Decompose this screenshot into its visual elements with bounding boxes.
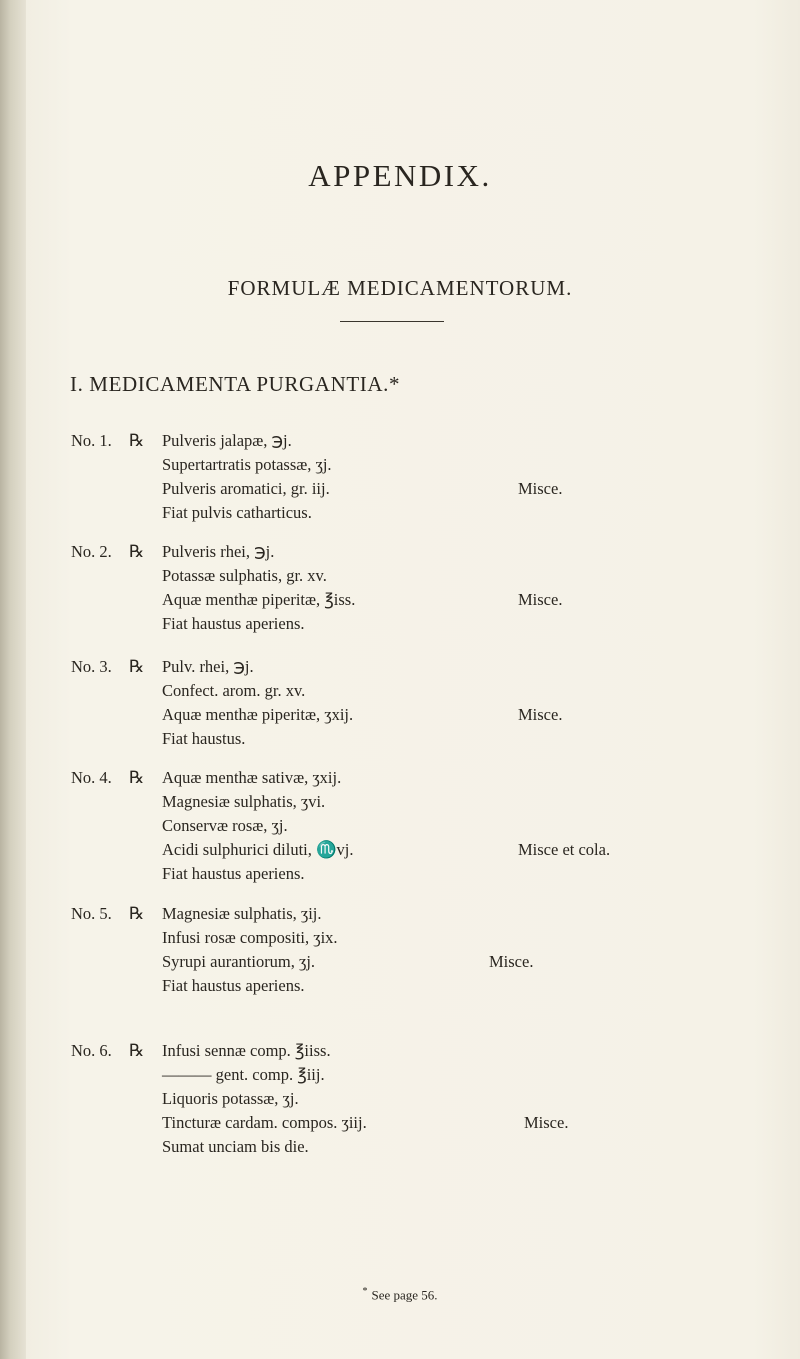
formula-line — [71, 766, 791, 790]
formula-line — [71, 1111, 791, 1135]
ingredient-text: Fiat pulvis catharticus. — [162, 503, 312, 522]
footnote-mark: * — [362, 1286, 368, 1297]
recipe-symbol: ℞ — [129, 904, 145, 923]
ingredient-text: Sumat unciam bis die. — [162, 1137, 309, 1156]
title-divider — [340, 321, 444, 322]
formula-number: No. 5. — [71, 904, 112, 923]
formula-line — [71, 540, 791, 564]
ingredient-text: Fiat haustus aperiens. — [162, 614, 305, 633]
formula-number: No. 2. — [71, 542, 112, 561]
formula-line — [71, 564, 791, 588]
formula-line — [71, 950, 791, 974]
ingredient-text: Potassæ sulphatis, gr. xv. — [162, 566, 327, 585]
formula-line — [71, 588, 791, 612]
misce-instruction: Misce. — [518, 590, 563, 609]
ingredient-text: Pulveris aromatici, gr. iij. — [162, 479, 330, 498]
formula-line — [71, 477, 791, 501]
formula-block — [71, 902, 791, 998]
misce-instruction: Misce et cola. — [518, 840, 611, 859]
ingredient-text: Fiat haustus. — [162, 729, 246, 748]
formula-line — [71, 838, 791, 862]
ingredient-text: Magnesiæ sulphatis, ʒij. — [162, 904, 322, 923]
formula-line — [71, 902, 791, 926]
formula-line — [71, 655, 791, 679]
ingredient-text: Fiat haustus aperiens. — [162, 864, 305, 883]
ingredient-text: Syrupi aurantiorum, ʒj. — [162, 952, 316, 971]
ingredient-text: Pulveris jalapæ, ℈j. — [162, 431, 292, 450]
misce-instruction: Misce. — [524, 1113, 569, 1132]
recipe-symbol: ℞ — [129, 768, 145, 787]
formula-line — [71, 703, 791, 727]
formula-number: No. 4. — [71, 768, 112, 787]
ingredient-text: Liquoris potassæ, ʒj. — [162, 1089, 299, 1108]
recipe-symbol: ℞ — [129, 542, 145, 561]
misce-instruction: Misce. — [489, 952, 534, 971]
ingredient-text: Aquæ menthæ piperitæ, ℥iss. — [162, 590, 356, 609]
formula-block — [71, 766, 791, 886]
formula-line — [71, 790, 791, 814]
formula-block — [71, 540, 791, 636]
formula-number: No. 3. — [71, 657, 112, 676]
formula-line — [71, 974, 791, 998]
recipe-symbol: ℞ — [129, 1041, 145, 1060]
formula-number: No. 6. — [71, 1041, 112, 1060]
formula-line — [71, 501, 791, 525]
ingredient-text: Aquæ menthæ piperitæ, ʒxij. — [162, 705, 354, 724]
misce-instruction: Misce. — [518, 479, 563, 498]
formula-block — [71, 655, 791, 751]
formula-line — [71, 1039, 791, 1063]
page-title: APPENDIX. — [308, 158, 492, 193]
book-spine-shadow — [0, 0, 26, 1359]
ingredient-text: ——— gent. comp. ℥iij. — [162, 1065, 325, 1084]
formula-line — [71, 862, 791, 886]
ingredient-text: Infusi rosæ compositi, ʒix. — [162, 928, 338, 947]
ingredient-text: Supertartratis potassæ, ʒj. — [162, 455, 332, 474]
formula-line — [71, 727, 791, 751]
misce-instruction: Misce. — [518, 705, 563, 724]
footnote-text: See page 56. — [371, 1287, 438, 1303]
ingredient-text: Aquæ menthæ sativæ, ʒxij. — [162, 768, 342, 787]
ingredient-text: Magnesiæ sulphatis, ʒvi. — [162, 792, 326, 811]
formula-line — [71, 1063, 791, 1087]
ingredient-text: Infusi sennæ comp. ℥iiss. — [162, 1041, 331, 1060]
formula-line — [71, 453, 791, 477]
page-subtitle: FORMULÆ MEDICAMENTORUM. — [227, 276, 573, 300]
ingredient-text: Confect. arom. gr. xv. — [162, 681, 306, 700]
formula-block — [71, 1039, 791, 1159]
formula-block — [71, 429, 791, 525]
ingredient-text: Acidi sulphurici diluti, ♏vj. — [162, 840, 354, 859]
formula-line — [71, 429, 791, 453]
formula-line — [71, 1135, 791, 1159]
formula-line — [71, 814, 791, 838]
section-heading: I. MEDICAMENTA PURGANTIA.* — [70, 372, 401, 396]
ingredient-text: Conservæ rosæ, ʒj. — [162, 816, 288, 835]
ingredient-text: Fiat haustus aperiens. — [162, 976, 305, 995]
recipe-symbol: ℞ — [129, 657, 145, 676]
footnote — [0, 1286, 800, 1303]
formula-line — [71, 612, 791, 636]
formula-line — [71, 679, 791, 703]
formula-number: No. 1. — [71, 431, 112, 450]
ingredient-text: Pulv. rhei, ℈j. — [162, 657, 254, 676]
ingredient-text: Tincturæ cardam. compos. ʒiij. — [162, 1113, 367, 1132]
ingredient-text: Pulveris rhei, ℈j. — [162, 542, 275, 561]
formula-line — [71, 1087, 791, 1111]
recipe-symbol: ℞ — [129, 431, 145, 450]
formula-line — [71, 926, 791, 950]
